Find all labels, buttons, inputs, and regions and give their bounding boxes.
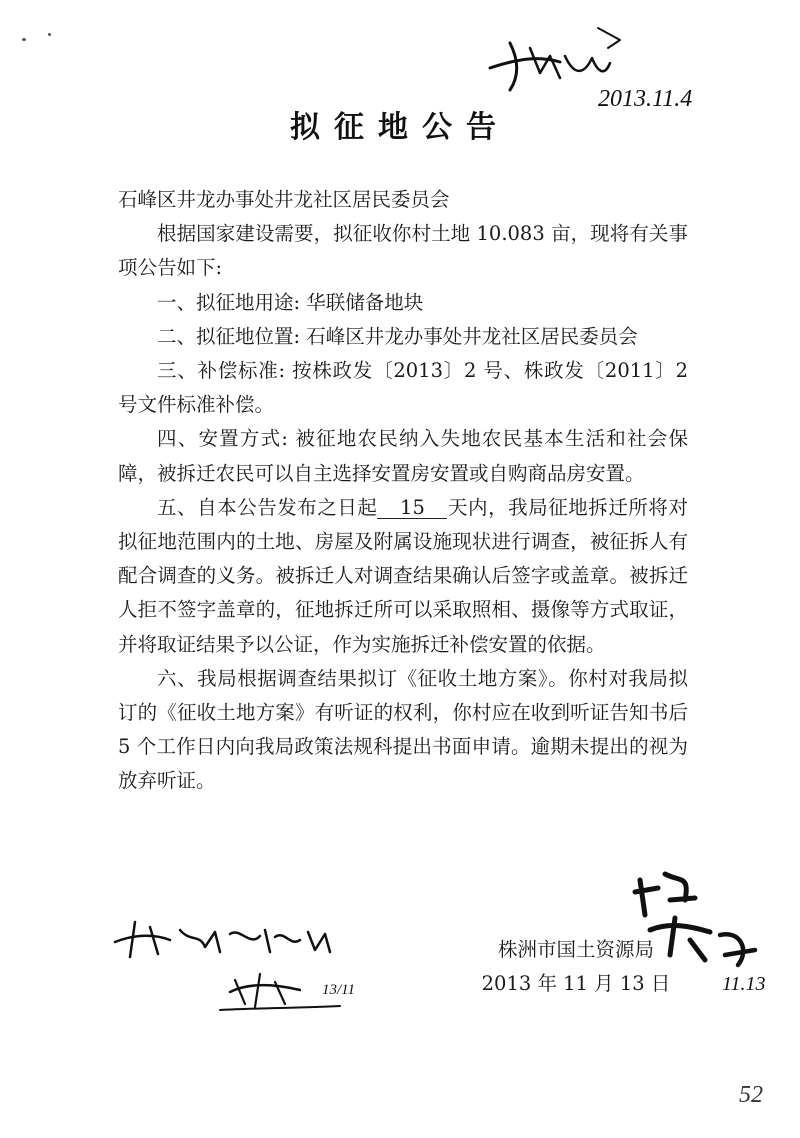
top-signature bbox=[480, 18, 740, 118]
paragraph-hearing: 六、我局根据调查结果拟订《征收土地方案》。你村对我局拟订的《征收土地方案》有听证的权利，你村应在收到听证告知书后 5 个工作日内向我局政策法规科提出书面申请。逾期未提出的视为放弃听证。 bbox=[118, 666, 688, 793]
paragraph-compensation: 三、补偿标准: 按株政发〔2013〕2 号、株政发〔2011〕2 号文件标准补偿。 bbox=[118, 359, 688, 417]
issue-date: 2013 年 11 月 13 日 bbox=[481, 972, 671, 995]
left-note-date: 13/11 bbox=[322, 982, 356, 998]
scan-speck bbox=[22, 38, 26, 41]
paragraph-purpose: 一、拟征地用途: 华联储备地块 bbox=[157, 290, 424, 314]
paragraph-intro: 根据国家建设需要，拟征收你村土地 10.083 亩，现将有关事项公告如下: bbox=[118, 222, 688, 280]
page-number: 52 bbox=[739, 1082, 763, 1108]
issuer-name: 株洲市国土资源局 bbox=[497, 938, 654, 961]
scan-speck bbox=[48, 33, 51, 36]
right-note-date: 11.13 bbox=[722, 973, 766, 995]
paragraph-resettlement: 四、安置方式: 被征地农民纳入失地农民基本生活和社会保障，被拆迁农民可以自主选择安置房安置或自购商品房安置。 bbox=[118, 427, 688, 485]
paragraph-survey-rest: 天内，我局征地拆迁所将对拟征地范围内的土地、房屋及附属设施现状进行调查，被征拆人有配合调查的义务。被拆迁人对调查结果确认后签字或盖章。被拆迁人拒不签字盖章的，征地拆迁所可以采取照相、摄像等方式取证，并将取证结果予以公证，作为实施拆迁补偿安置的依据。 bbox=[118, 495, 688, 656]
paragraph-survey-start: 五、自本公告发布之日起 bbox=[157, 495, 378, 519]
page-number-mark bbox=[735, 1072, 785, 1112]
left-handwritten-note bbox=[110, 912, 370, 1022]
paragraph-location: 二、拟征地位置: 石峰区井龙办事处井龙社区居民委员会 bbox=[157, 324, 638, 348]
page-title: 拟征地公告 bbox=[290, 110, 510, 145]
paragraph-survey bbox=[118, 491, 688, 662]
addressee: 石峰区井龙办事处井龙社区居民委员会 bbox=[118, 188, 450, 211]
top-note-date: 2013.11.4 bbox=[598, 86, 693, 112]
right-handwritten-note bbox=[630, 860, 790, 1020]
days-blank: 15 bbox=[377, 498, 447, 519]
document-body bbox=[118, 183, 688, 799]
